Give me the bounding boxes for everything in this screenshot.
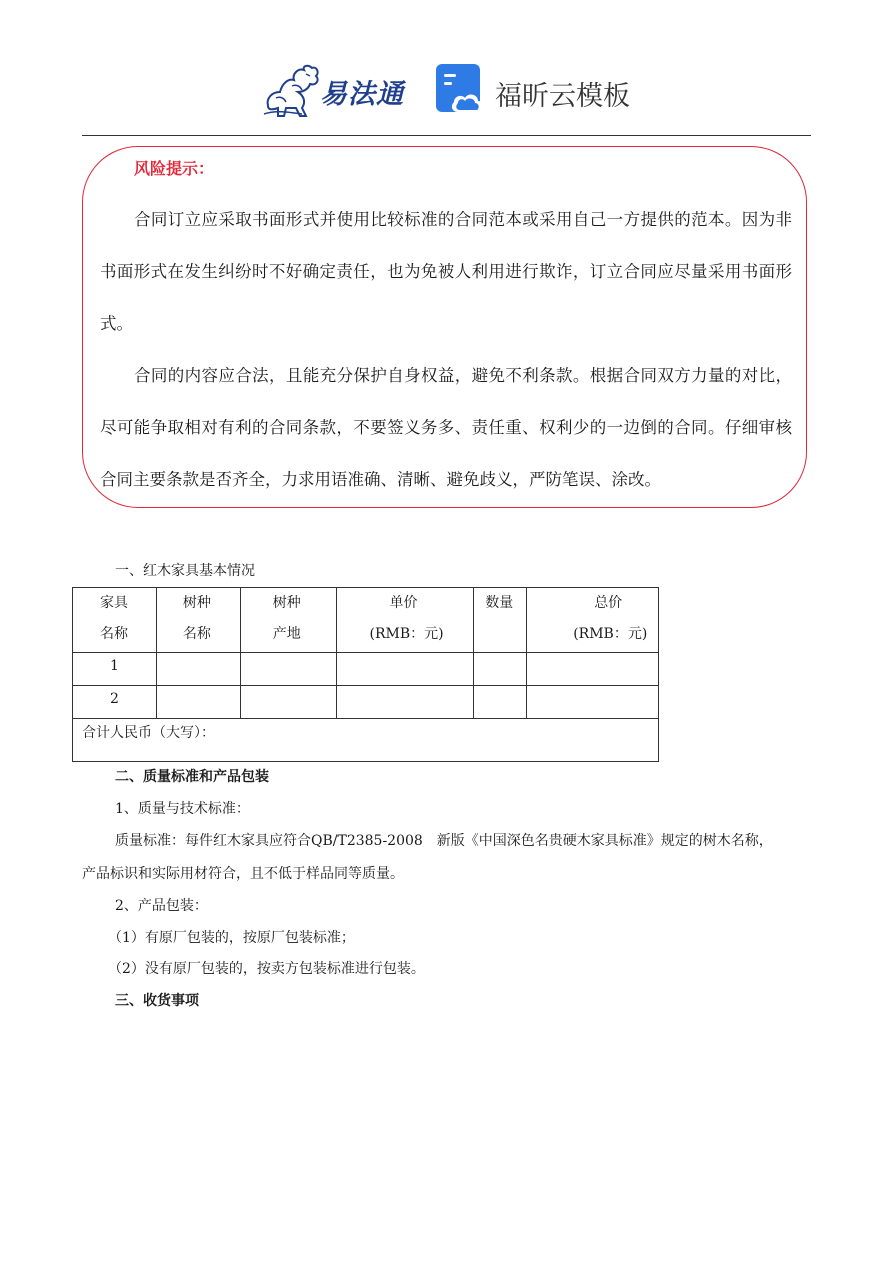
foxit-template-logo: [436, 64, 636, 118]
quality-standard-line-2: 产品标识和实际用材符合，且不低于样品同等质量。: [82, 866, 404, 882]
header-divider: [82, 135, 811, 136]
table-row: [73, 686, 659, 719]
table-cell: [336, 686, 474, 719]
table-cell: [240, 686, 336, 719]
table-cell: [240, 653, 336, 686]
cloud-document-icon: [436, 64, 486, 116]
table-cell: [527, 686, 659, 719]
risk-paragraph-2: 合同的内容应合法，且能充分保护自身权益，避免不利条款。根据合同双方力量的对比，尽可能争取相对有利的合同条款，不要签义务多、责任重、权利少的一边倒的合同。仔细审核合同主要条款是否齐全，力求用语准确、清晰、避免歧义，严防笔误、涂改。: [100, 366, 792, 489]
packaging-rule-2: （2）没有原厂包装的，按卖方包装标准进行包装。: [108, 961, 425, 977]
yifatong-logo-text: 易法通: [320, 79, 404, 110]
table-header-cell: 数量: [474, 588, 527, 653]
table-cell: [156, 653, 240, 686]
table-cell: 2: [73, 686, 157, 719]
foxit-template-logo-text: 福昕云模板: [495, 81, 630, 112]
table-cell: [474, 686, 527, 719]
risk-notice-body: [100, 194, 792, 506]
table-cell: [336, 653, 474, 686]
yifatong-logo: [262, 62, 412, 120]
section-2-title: 二、质量标准和产品包装: [115, 769, 269, 785]
furniture-table: [72, 587, 659, 762]
quality-standard-line-1: 质量标准：每件红木家具应符合QB/T2385-2008 新版《中国深色名贵硬木家具标准》规定的树木名称，: [115, 833, 773, 849]
packaging-rule-1: （1）有原厂包装的，按原厂包装标准；: [108, 930, 355, 946]
table-header-cell: 总价 (RMB：元): [527, 588, 659, 653]
table-header-cell: 单价 (RMB：元): [336, 588, 474, 653]
section-1-title: 一、红木家具基本情况: [115, 563, 255, 579]
table-header-cell: 家具 名称: [73, 588, 157, 653]
table-row: [73, 653, 659, 686]
total-amount-label: 合计人民币（大写）：: [82, 725, 215, 741]
table-header-cell: 树种 名称: [156, 588, 240, 653]
table-total-cell: [73, 719, 659, 762]
table-total-row: [73, 719, 659, 762]
section-3-title: 三、收货事项: [115, 993, 199, 1009]
table-cell: 1: [73, 653, 157, 686]
table-cell: [527, 653, 659, 686]
risk-notice-title: 风险提示：: [134, 159, 215, 178]
risk-paragraph-1: 合同订立应采取书面形式并使用比较标准的合同范本或采用自己一方提供的范本。因为非书面形式在发生纠纷时不好确定责任，也为免被人利用进行欺诈，订立合同应尽量采用书面形式。: [100, 210, 792, 333]
table-header-row: [73, 588, 659, 653]
section-2-item-2: 2、产品包装：: [115, 898, 208, 914]
table-cell: [156, 686, 240, 719]
table-cell: [474, 653, 527, 686]
document-header: [0, 58, 893, 124]
section-2-item-1: 1、质量与技术标准：: [115, 801, 250, 817]
table-header-cell: 树种 产地: [240, 588, 336, 653]
qilin-mascot-icon: [262, 62, 322, 120]
